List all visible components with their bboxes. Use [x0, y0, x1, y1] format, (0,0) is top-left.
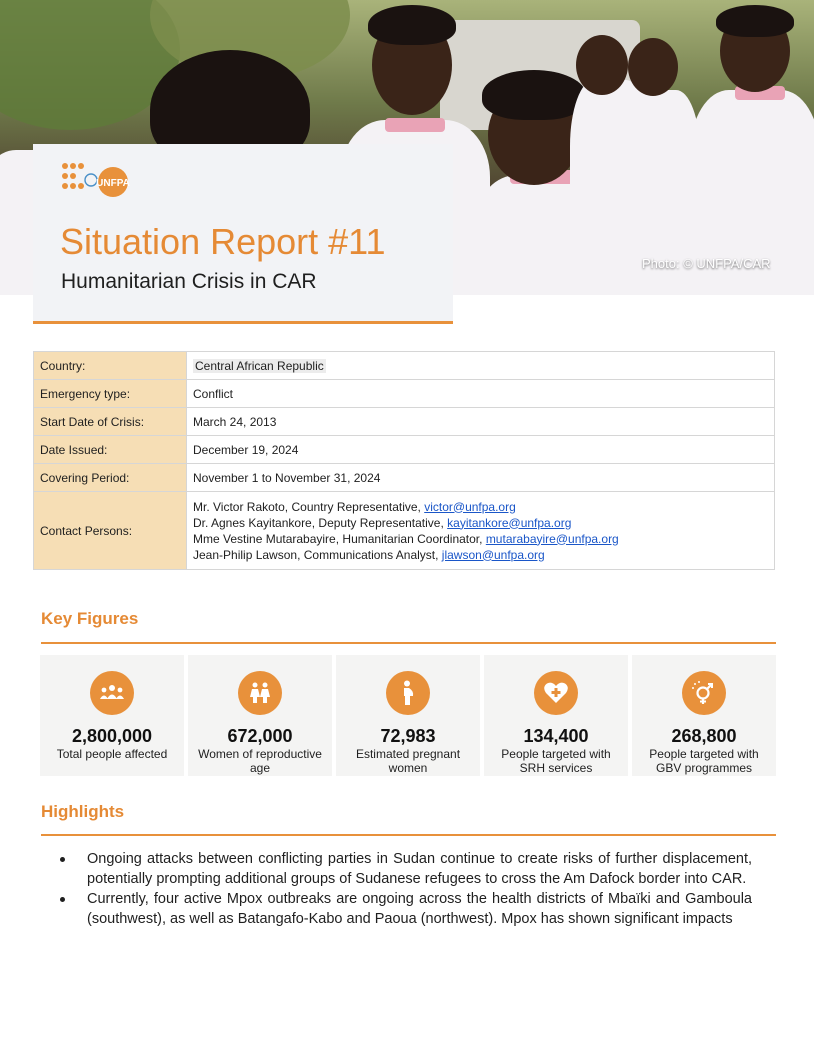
contact-line: Mme Vestine Mutarabayire, Humanitarian Coordinator, mutarabayire@unfpa.org [193, 531, 619, 546]
figure-caption: People targeted with GBV programmes [649, 747, 759, 775]
highlight-item: Ongoing attacks between conflicting parties in Sudan continue to create risks of further displacement, potentially prompting additional groups of Sudanese refugees to cross the Am Dafock border into CAR. [58, 849, 752, 889]
heart-plus-icon [534, 671, 578, 715]
highlights-heading: Highlights [41, 802, 125, 821]
info-value: Central African Republic [195, 358, 324, 373]
info-value: December 19, 2024 [187, 436, 775, 464]
highlights-list [58, 849, 752, 929]
info-row-covering-period [34, 464, 775, 492]
info-label: Start Date of Crisis: [34, 408, 187, 436]
women-icon [238, 671, 282, 715]
info-value: November 1 to November 31, 2024 [187, 464, 775, 492]
info-row-country [34, 352, 775, 380]
key-figures-heading: Key Figures [41, 609, 139, 628]
info-row-start-date [34, 408, 775, 436]
contact-email-link[interactable]: kayitankore@unfpa.org [447, 515, 572, 530]
figure-caption: Estimated pregnant women [355, 747, 461, 775]
pregnant-woman-icon [386, 671, 430, 715]
report-info-table [33, 351, 775, 570]
figure-value: 134,400 [523, 726, 589, 746]
key-figures-grid [40, 655, 776, 776]
contact-line: Mr. Victor Rakoto, Country Representative, victor@unfpa.org [193, 499, 516, 514]
photo-credit: Photo: © UNFPA/CAR [642, 256, 771, 271]
info-row-date-issued [34, 436, 775, 464]
section-divider [41, 834, 776, 836]
key-figure-card [632, 655, 776, 776]
page-title: Situation Report #11 [60, 221, 386, 262]
info-label: Date Issued: [34, 436, 187, 464]
title-card [33, 144, 453, 324]
figure-value: 268,800 [671, 726, 737, 746]
contact-line: Jean-Philip Lawson, Communications Analyst, jlawson@unfpa.org [193, 547, 545, 562]
contact-email-link[interactable]: victor@unfpa.org [424, 499, 516, 514]
section-divider [41, 642, 776, 644]
key-figure-card [484, 655, 628, 776]
info-label: Covering Period: [34, 464, 187, 492]
unfpa-logo [61, 162, 133, 198]
figure-value: 2,800,000 [71, 726, 153, 746]
contact-email-link[interactable]: jlawson@unfpa.org [441, 547, 545, 562]
figure-caption: Women of reproductive age [198, 747, 322, 775]
highlight-item: Currently, four active Mpox outbreaks are ongoing across the health districts of Mbaïki and Gamboula (southwest), as well as Batangafo-Kabo and Paoua (northwest). Mpox has shown significant impacts [58, 889, 752, 929]
info-label: Country: [34, 352, 187, 380]
figure-value: 72,983 [380, 726, 436, 746]
figure-value: 672,000 [227, 726, 293, 746]
gender-symbol-icon [682, 671, 726, 715]
info-row-contacts [34, 492, 775, 570]
key-figure-card [336, 655, 480, 776]
people-group-icon [90, 671, 134, 715]
page-subtitle: Humanitarian Crisis in CAR [61, 270, 317, 293]
info-label: Emergency type: [34, 380, 187, 408]
svg-text:UNFPA: UNFPA [96, 178, 130, 189]
contact-line: Dr. Agnes Kayitankore, Deputy Representative, kayitankore@unfpa.org [193, 515, 572, 530]
contact-email-link[interactable]: mutarabayire@unfpa.org [485, 531, 619, 546]
info-row-emergency [34, 380, 775, 408]
key-figure-card [40, 655, 184, 776]
figure-caption: Total people affected [56, 747, 168, 761]
key-figure-card [188, 655, 332, 776]
info-label: Contact Persons: [34, 492, 187, 570]
info-value: Conflict [187, 380, 775, 408]
figure-caption: People targeted with SRH services [501, 747, 611, 775]
info-value: March 24, 2013 [187, 408, 775, 436]
